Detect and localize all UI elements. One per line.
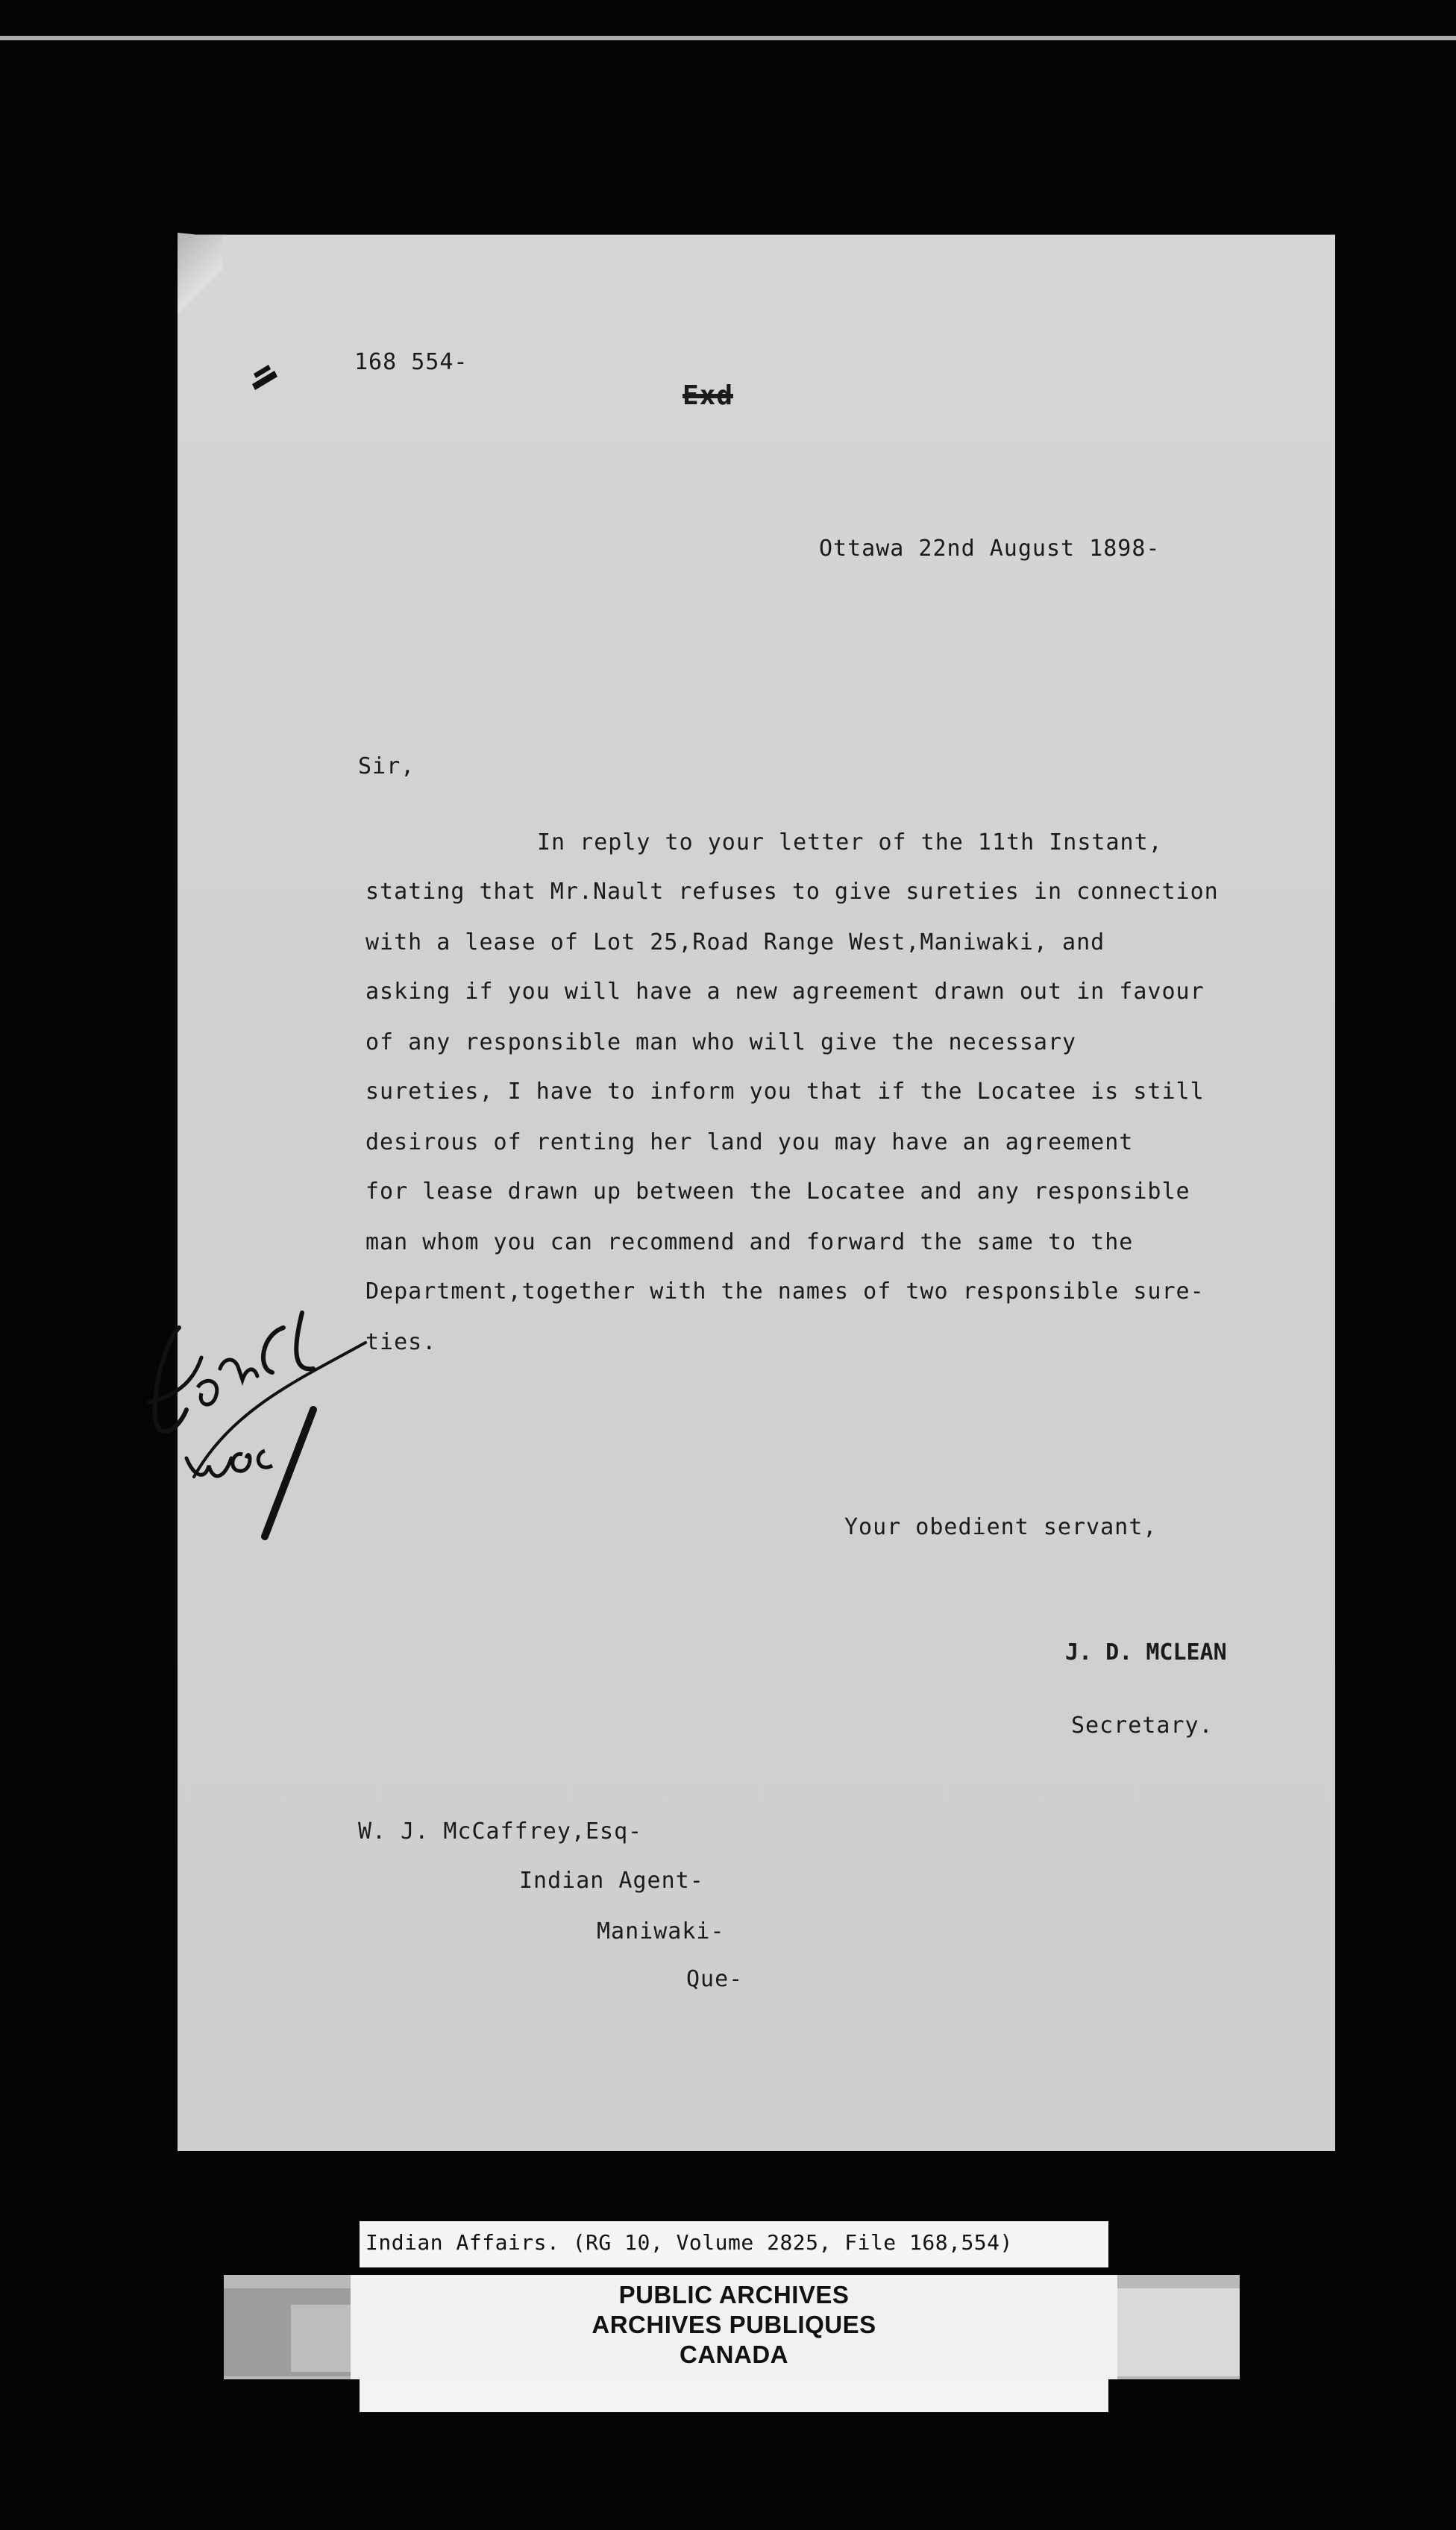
body-line: ties. <box>365 1329 437 1355</box>
body-line: Department,together with the names of two responsible sure- <box>365 1278 1205 1305</box>
body-line: sureties, I have to inform you that if the Locatee is still <box>365 1079 1205 1105</box>
body-line: for lease drawn up between the Locatee and any responsible <box>365 1178 1190 1205</box>
body-line: man whom you can recommend and forward the same to the <box>365 1229 1134 1255</box>
recipient-line: Indian Agent- <box>519 1868 704 1894</box>
archive-reference: Indian Affairs. (RG 10, Volume 2825, File 168,554) <box>365 2230 1013 2255</box>
band-left-inner-block <box>291 2305 351 2372</box>
recipient-line: W. J. McCaffrey,Esq- <box>358 1818 643 1845</box>
band-right-block <box>1117 2288 1240 2376</box>
body-line: of any responsible man who will give the necessary <box>365 1029 1077 1055</box>
salutation: Sir, <box>358 753 415 779</box>
archive-line-2: ARCHIVES PUBLIQUES <box>592 2311 876 2338</box>
body-line: with a lease of Lot 25,Road Range West,Maniwaki, and <box>365 929 1105 955</box>
date-line: Ottawa 22nd August 1898- <box>819 536 1161 562</box>
signer-title: Secretary. <box>1071 1713 1214 1739</box>
struck-heading: Exd <box>682 380 734 411</box>
closing: Your obedient servant, <box>844 1514 1158 1540</box>
body-line: stating that Mr.Nault refuses to give sureties in connection <box>365 879 1219 905</box>
recipient-line: Maniwaki- <box>597 1918 725 1944</box>
handwritten-initials-icon <box>134 1298 373 1566</box>
signature-stamp: J. D. MCLEAN <box>1065 1639 1227 1666</box>
body-line: desirous of renting her land you may have an agreement <box>365 1129 1134 1155</box>
file-reference: 168 554- <box>354 349 468 375</box>
body-line: In reply to your letter of the 11th Instant, <box>537 829 1163 856</box>
margin-mark-icon <box>246 354 283 399</box>
body-line: asking if you will have a new agreement drawn out in favour <box>365 979 1205 1005</box>
archive-line-1: PUBLIC ARCHIVES <box>618 2281 850 2308</box>
film-edge-line <box>0 36 1456 40</box>
archive-line-3: CANADA <box>680 2341 788 2368</box>
archive-bottom-strip <box>360 2379 1108 2412</box>
recipient-line: Que- <box>686 1966 744 1992</box>
